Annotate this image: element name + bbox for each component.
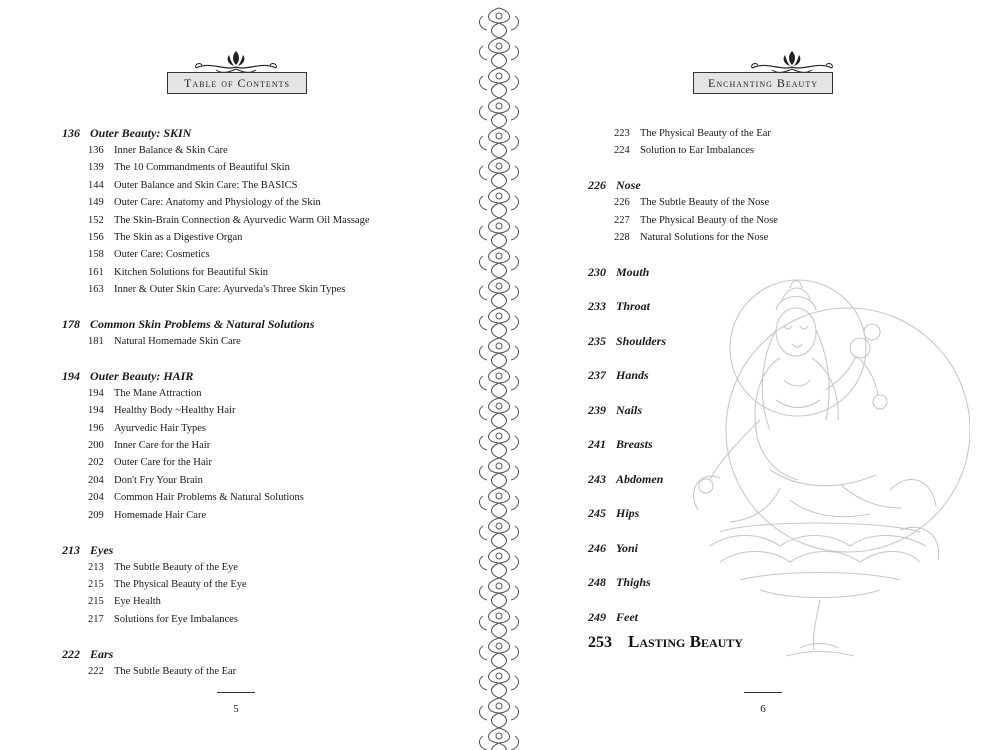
toc-entry [588, 194, 1000, 211]
toc-entry [62, 576, 470, 593]
toc-entry [62, 593, 470, 610]
ornament-icon [742, 47, 842, 75]
toc-entry [62, 472, 470, 489]
page-ref: 226 [588, 178, 606, 193]
entry-text: The Subtle Beauty of the Nose [640, 197, 770, 209]
entry-text: The Mane Attraction [114, 387, 202, 399]
toc-entry [62, 559, 470, 576]
toc-section-heading [62, 125, 470, 142]
page-ref: 243 [588, 471, 606, 486]
section-title-text: Eyes [90, 542, 114, 557]
section-spacer [62, 628, 470, 646]
page-ref: 249 [588, 609, 606, 624]
toc-section-heading [62, 646, 470, 663]
major-title-text: Lasting Beauty [628, 631, 743, 651]
toc-section-heading [62, 368, 470, 385]
page-ref: 136 [88, 145, 104, 156]
section-title-text: Ears [90, 646, 114, 661]
toc-entry [62, 177, 470, 194]
section-spacer [62, 524, 470, 542]
section-title-text: Throat [616, 299, 651, 314]
section-title-text: Common Skin Problems & Natural Solutions [90, 317, 315, 332]
page-ref: 194 [88, 405, 104, 417]
entry-text: Kitchen Solutions for Beautiful Skin [114, 266, 268, 278]
toc-entry [62, 437, 470, 454]
entry-text: Natural Solutions for the Nose [640, 232, 769, 244]
section-title-text: Breasts [616, 437, 653, 452]
section-spacer [62, 350, 470, 368]
entry-text: The Skin-Brain Connection & Ayurvedic Warm Oil Massage [114, 214, 370, 226]
toc-entry [62, 385, 470, 402]
page-header-label: Enchanting Beauty [693, 72, 833, 94]
toc-entry [62, 212, 470, 229]
entry-text: Eye Health [114, 596, 161, 608]
toc-entry [62, 142, 470, 159]
entry-text: Outer Care: Anatomy and Physiology of the Skin [114, 197, 321, 209]
entry-text: Inner Care for the Hair [114, 440, 211, 452]
entry-text: Don't Fry Your Brain [114, 474, 203, 486]
section-title-text: Feet [616, 609, 638, 624]
entry-text: The Subtle Beauty of the Ear [114, 665, 237, 677]
page-ref: 228 [614, 232, 630, 244]
entry-text: The Physical Beauty of the Nose [640, 214, 778, 226]
entry-text: Common Hair Problems & Natural Solutions [114, 492, 304, 504]
page-ref: 152 [88, 214, 104, 226]
entry-text: Natural Homemade Skin Care [114, 336, 241, 348]
page-ref: 149 [88, 197, 104, 209]
toc-entry [62, 281, 470, 298]
section-title-text: Nose [616, 178, 641, 193]
toc-entry [588, 142, 1000, 159]
entry-text: The 10 Commandments of Beautiful Skin [114, 162, 290, 174]
toc-entry [62, 611, 470, 628]
page-ref: 224 [614, 145, 630, 157]
page-ref: 181 [88, 336, 104, 348]
page-ref: 226 [614, 197, 630, 209]
section-title-text: Shoulders [616, 333, 667, 348]
section-spacer [588, 160, 1000, 178]
entry-text: Outer Care: Cosmetics [114, 249, 210, 261]
page-ref: 136 [62, 126, 80, 140]
page-ref: 196 [88, 422, 104, 434]
toc-entry [62, 663, 470, 680]
toc-entry [62, 264, 470, 281]
footer-divider [744, 692, 782, 693]
page-ref: 194 [62, 368, 80, 383]
page-ref: 200 [88, 440, 104, 452]
section-spacer [588, 246, 1000, 264]
section-title-text: Yoni [616, 540, 639, 555]
entry-text: Outer Balance and Skin Care: The BASICS [114, 179, 298, 191]
entry-text: Solution to Ear Imbalances [640, 145, 755, 157]
section-title-text: Abdomen [616, 471, 664, 486]
page-ref: 235 [588, 333, 606, 348]
toc-entry [62, 194, 470, 211]
toc-entry [588, 229, 1000, 246]
section-title-text: Thighs [616, 575, 651, 590]
entry-text: Ayurvedic Hair Types [114, 422, 206, 434]
page-number: 6 [760, 703, 766, 715]
toc-section-heading [62, 316, 470, 333]
table-of-contents-left [62, 125, 470, 680]
page-ref: 213 [62, 542, 80, 557]
section-title-text: Outer Beauty: SKIN [90, 126, 192, 140]
page-ref: 215 [88, 578, 104, 590]
page-ref: 204 [88, 474, 104, 486]
entry-text: The Skin as a Digestive Organ [114, 231, 243, 243]
spine-ornament-icon [471, 0, 527, 750]
page-ref: 230 [588, 264, 606, 279]
section-title-text: Nails [616, 402, 643, 417]
deity-illustration-icon [680, 270, 970, 670]
page-number: 5 [233, 703, 239, 715]
page-ref: 222 [62, 646, 80, 661]
toc-entry [588, 125, 1000, 142]
page-header-label: Table of Contents [167, 72, 307, 94]
toc-entry [62, 229, 470, 246]
page-ref: 215 [88, 596, 104, 608]
entry-text: The Physical Beauty of the Eye [114, 578, 247, 590]
page-ref: 161 [88, 266, 104, 278]
toc-entry [62, 420, 470, 437]
toc-entry [62, 489, 470, 506]
toc-entry [588, 212, 1000, 229]
section-title-text: Outer Beauty: HAIR [90, 368, 194, 383]
page-ref: 202 [88, 457, 104, 469]
toc-entry [62, 402, 470, 419]
entry-text: Outer Care for the Hair [114, 457, 212, 469]
section-title-text: Mouth [616, 264, 650, 279]
page-ref: 144 [88, 179, 104, 191]
page-ref: 248 [588, 575, 606, 590]
page-ref: 194 [88, 387, 104, 399]
section-spacer [62, 299, 470, 317]
left-page [0, 0, 470, 750]
footer-divider [217, 692, 255, 693]
page-ref: 139 [88, 162, 104, 174]
page-ref: 227 [614, 214, 630, 226]
toc-entry [62, 246, 470, 263]
entry-text: Inner Balance & Skin Care [114, 145, 228, 156]
section-title-text: Hips [616, 506, 640, 521]
page-ref: 237 [588, 368, 606, 383]
page-ref: 163 [88, 284, 104, 296]
entry-text: Solutions for Eye Imbalances [114, 613, 238, 625]
page-ref: 156 [88, 231, 104, 243]
toc-section-heading [588, 177, 1000, 194]
toc-entry [62, 507, 470, 524]
page-ref: 239 [588, 402, 606, 417]
toc-entry [62, 159, 470, 176]
page-ref: 222 [88, 665, 104, 677]
entry-text: The Subtle Beauty of the Eye [114, 561, 238, 573]
entry-text: Homemade Hair Care [114, 509, 207, 521]
page-ref: 253 [588, 633, 612, 651]
page-ref: 245 [588, 506, 606, 521]
entry-text: Inner & Outer Skin Care: Ayurveda's Three Skin Types [114, 284, 346, 296]
entry-text: Healthy Body ~Healthy Hair [114, 405, 236, 417]
toc-section-heading [62, 542, 470, 559]
page-ref: 217 [88, 613, 104, 625]
page-ref: 204 [88, 492, 104, 504]
toc-entry [62, 454, 470, 471]
page-ref: 233 [588, 299, 606, 314]
page-ref: 209 [88, 509, 104, 521]
toc-entry [62, 333, 470, 350]
page-ref: 223 [614, 128, 630, 139]
ornament-icon [186, 47, 286, 75]
section-title-text: Hands [616, 368, 649, 383]
page-ref: 246 [588, 540, 606, 555]
page-ref: 178 [62, 317, 80, 332]
page-ref: 158 [88, 249, 104, 261]
page-ref: 241 [588, 437, 606, 452]
page-ref: 213 [88, 561, 104, 573]
entry-text: The Physical Beauty of the Ear [640, 128, 771, 139]
